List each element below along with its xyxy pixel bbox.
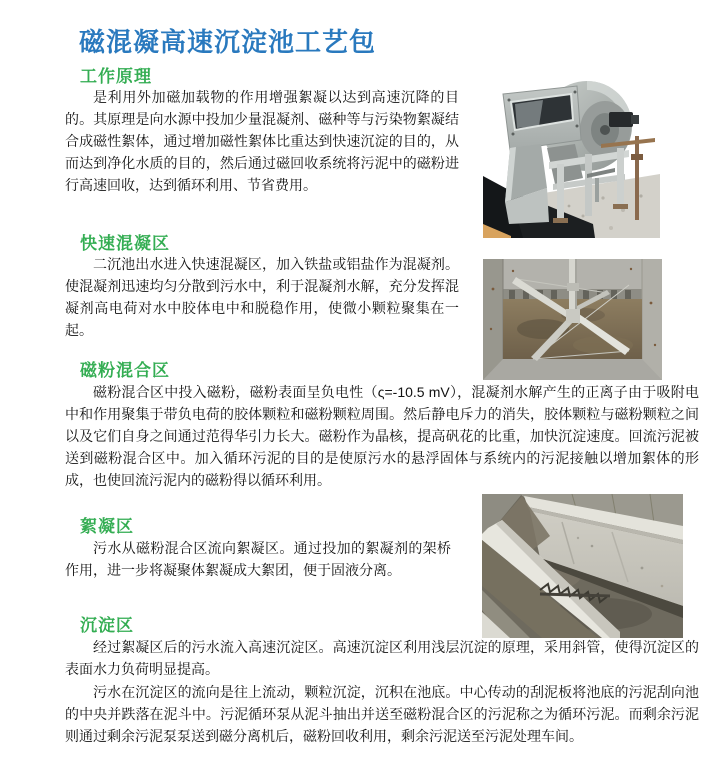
section-heading-working-principle: 工作原理 <box>80 67 152 86</box>
section-heading-magnetic-powder-mixing-zone: 磁粉混合区 <box>80 361 170 380</box>
section-heading-rapid-coagulation-zone: 快速混凝区 <box>80 234 170 253</box>
flocculation-channel-illustration <box>482 494 683 638</box>
rapid-mixing-zone-illustration <box>483 259 662 380</box>
paragraph-flocculation-zone: 污水从磁粉混合区流向絮凝区。通过投加的絮凝剂的架桥作用，进一步将凝聚体絮凝成大絮团，便于固液分离。 <box>65 540 451 578</box>
paragraph-rapid-coagulation-zone: 二沉池出水进入快速混凝区，加入铁盐或铝盐作为混凝剂。使混凝剂迅速均匀分散到污水中，利于混凝剂水解，充分发挥混凝剂高电荷对水中胶体电中和脱稳作用，使微小颗粒聚集在一起。 <box>65 256 459 338</box>
magnetic-separator-illustration <box>483 78 660 238</box>
section-heading-flocculation-zone: 絮凝区 <box>80 517 134 536</box>
magnetic-separator-photo <box>483 78 660 238</box>
paragraph-sedimentation-zone-2: 污水在沉淀区的流向是往上流动，颗粒沉淀，沉积在池底。中心传动的刮泥板将池底的污泥刮向池的中央并跌落在泥斗中。污泥循环泵从泥斗抽出并送至磁粉混合区的污泥称之为循环污泥。而剩余污泥则通过剩余污泥泵泵送到磁分离机后，磁粉回收利用，剩余污泥送至污泥处理车间。 <box>65 684 699 744</box>
paragraph-magnetic-powder-mixing-zone: 磁粉混合区中投入磁粉，磁粉表面呈负电性（ς=-10.5 mV），混凝剂水解产生的正离子由于吸附电中和作用聚集于带负电荷的胶体颗粒和磁粉颗粒周围。然后静电斥力的消失，胶体颗粒与磁粉颗粒之间以及它们自身之间通过范得华引力长大。磁粉作为晶核，提高矾花的比重，加快沉淀速度。回流污泥被送到磁粉混合区中。加入循环污泥的目的是使原污水的悬浮固体与系统内的污泥接触以增加絮体的形成，也使回流污泥内的磁粉得以循环利用。 <box>65 384 699 488</box>
rapid-mixing-zone-photo <box>483 259 662 380</box>
page-title: 磁混凝高速沉淀池工艺包 <box>79 27 377 57</box>
flocculation-channel-photo <box>482 494 683 638</box>
section-heading-sedimentation-zone: 沉淀区 <box>80 616 134 635</box>
paragraph-sedimentation-zone-1: 经过絮凝区后的污水流入高速沉淀区。高速沉淀区利用浅层沉淀的原理，采用斜管，使得沉淀区的表面水力负荷明显提高。 <box>65 639 699 677</box>
paragraph-working-principle: 是利用外加磁加载物的作用增强絮凝以达到高速沉降的目的。其原理是向水源中投加少量混凝剂、磁种等与污染物絮凝结合成磁性絮体，通过增加磁性絮体比重达到快速沉淀的目的，从而达到净化水质的目的，然后通过磁回收系统将污泥中的磁粉进行高速回收，达到循环利用、节省费用。 <box>65 89 459 193</box>
